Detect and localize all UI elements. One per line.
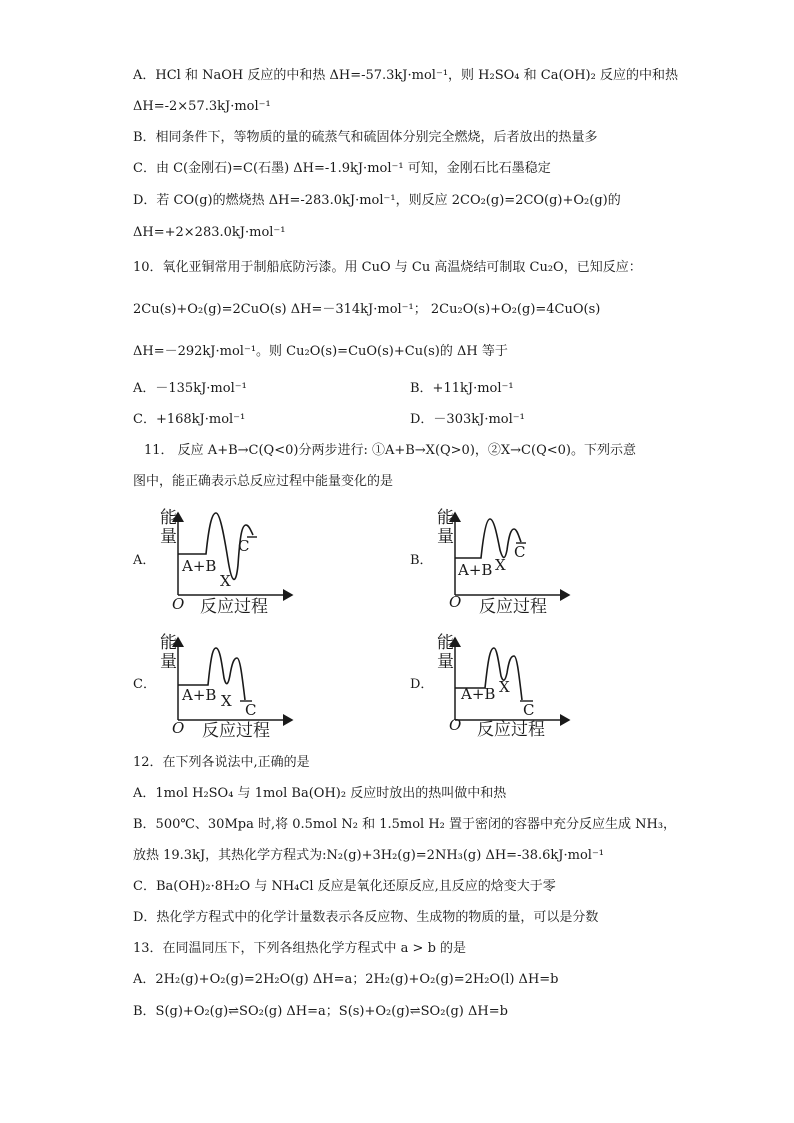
q11-option-c-letter: C．	[133, 677, 156, 692]
diagram-c-origin: O	[172, 719, 185, 737]
diagram-c-start: A+B	[182, 686, 217, 704]
q10-equation-1: 2Cu(s)+O₂(g)=2CuO(s) ΔH=－314kJ·mol⁻¹； 2Cu₂O(s)+O₂(g)=4CuO(s)	[133, 302, 601, 317]
q10-stem: 10．氧化亚铜常用于制船底防污漆。用 CuO 与 Cu 高温烧结可制取 Cu₂O，已知反应：	[133, 260, 642, 275]
q13-stem: 13．在同温同压下，下列各组热化学方程式中 a > b 的是	[133, 941, 467, 956]
diagram-b-origin: O	[449, 593, 462, 611]
diagram-a-origin: O	[172, 595, 185, 613]
q12-stem: 12．在下列各说法中,正确的是	[133, 755, 310, 770]
q10-equation-2: ΔH=－292kJ·mol⁻¹。则 Cu₂O(s)=CuO(s)+Cu(s)的 ΔH 等于	[133, 344, 508, 359]
q12-option-a: A．1mol H₂SO₄ 与 1mol Ba(OH)₂ 反应时放出的热叫做中和热	[133, 786, 507, 801]
diagram-a-mid: X	[220, 572, 231, 590]
q9-option-d-line2: ΔH=+2×283.0kJ·mol⁻¹	[133, 225, 286, 240]
q11-option-b-letter: B．	[410, 553, 433, 568]
q11-stem-line1: 11． 反应 A+B→C(Q<0)分两步进行: ①A+B→X(Q>0)，②X→C(Q<0)。下列示意	[144, 443, 636, 458]
q12-option-b-line1: B．500℃、30Mpa 时,将 0.5mol N₂ 和 1.5mol H₂ 置于密闭的容器中充分反应生成 NH₃，	[133, 817, 677, 832]
diagram-a-end: C	[238, 537, 250, 555]
diagram-c-ylabel: 能量	[160, 633, 177, 672]
diagram-b-start: A+B	[458, 561, 493, 579]
q9-option-c: C．由 C(金刚石)=C(石墨) ΔH=-1.9kJ·mol⁻¹ 可知，金刚石比石墨稳定	[133, 161, 551, 176]
q9-option-a-line2: ΔH=-2×57.3kJ·mol⁻¹	[133, 99, 271, 114]
q11-diagram-d	[437, 630, 577, 745]
diagram-b-xlabel: 反应过程	[479, 597, 547, 617]
q13-option-b: B．S(g)+O₂(g)⇌SO₂(g) ΔH=a；S(s)+O₂(g)⇌SO₂(g) ΔH=b	[133, 1004, 508, 1019]
q11-option-d-letter: D．	[410, 677, 434, 692]
energy-curve	[455, 519, 521, 558]
diagram-a-start: A+B	[182, 557, 217, 575]
q13-option-a: A．2H₂(g)+O₂(g)=2H₂O(g) ΔH=a；2H₂(g)+O₂(g)=2H₂O(l) ΔH=b	[133, 972, 559, 987]
q11-diagram-c	[160, 630, 300, 745]
q11-stem-line2: 图中，能正确表示总反应过程中能量变化的是	[133, 474, 394, 489]
q9-option-a-line1: A．HCl 和 NaOH 反应的中和热 ΔH=-57.3kJ·mol⁻¹，则 H₂SO₄ 和 Ca(OH)₂ 反应的中和热	[133, 68, 678, 83]
diagram-d-start: A+B	[461, 685, 496, 703]
q12-option-c: C．Ba(OH)₂·8H₂O 与 NH₄Cl 反应是氧化还原反应,且反应的焓变大于零	[133, 879, 556, 894]
diagram-a-ylabel: 能量	[160, 508, 177, 547]
diagram-c-end: C	[245, 701, 257, 719]
q12-option-d: D．热化学方程式中的化学计量数表示各反应物、生成物的物质的量，可以是分数	[133, 910, 599, 925]
q10-option-a: A．－135kJ·mol⁻¹	[133, 381, 247, 396]
diagram-b-mid: X	[495, 556, 506, 574]
q12-option-b-line2: 放热 19.3kJ，其热化学方程式为:N₂(g)+3H₂(g)=2NH₃(g) ΔH=-38.6kJ·mol⁻¹	[133, 848, 605, 863]
diagram-d-ylabel: 能量	[437, 633, 454, 672]
q11-diagram-a	[160, 505, 300, 620]
diagram-d-end: C	[523, 701, 535, 719]
diagram-c-mid: X	[221, 692, 232, 710]
diagram-d-origin: O	[449, 716, 462, 734]
diagram-b-ylabel: 能量	[437, 508, 454, 547]
q11-diagram-b	[437, 505, 577, 620]
q10-option-b: B．+11kJ·mol⁻¹	[410, 381, 514, 396]
q9-option-d-line1: D．若 CO(g)的燃烧热 ΔH=-283.0kJ·mol⁻¹，则反应 2CO₂(g)=2CO(g)+O₂(g)的	[133, 193, 621, 208]
diagram-a-xlabel: 反应过程	[200, 597, 268, 617]
q11-option-a-letter: A．	[133, 553, 156, 568]
diagram-b-end: C	[514, 543, 526, 561]
diagram-d-mid: X	[499, 678, 510, 696]
q9-option-b: B．相同条件下，等物质的量的硫蒸气和硫固体分别完全燃烧，后者放出的热量多	[133, 130, 598, 145]
q10-option-c: C．+168kJ·mol⁻¹	[133, 412, 246, 427]
diagram-c-xlabel: 反应过程	[202, 721, 270, 741]
q10-option-d: D．－303kJ·mol⁻¹	[410, 412, 525, 427]
diagram-d-xlabel: 反应过程	[477, 720, 545, 740]
